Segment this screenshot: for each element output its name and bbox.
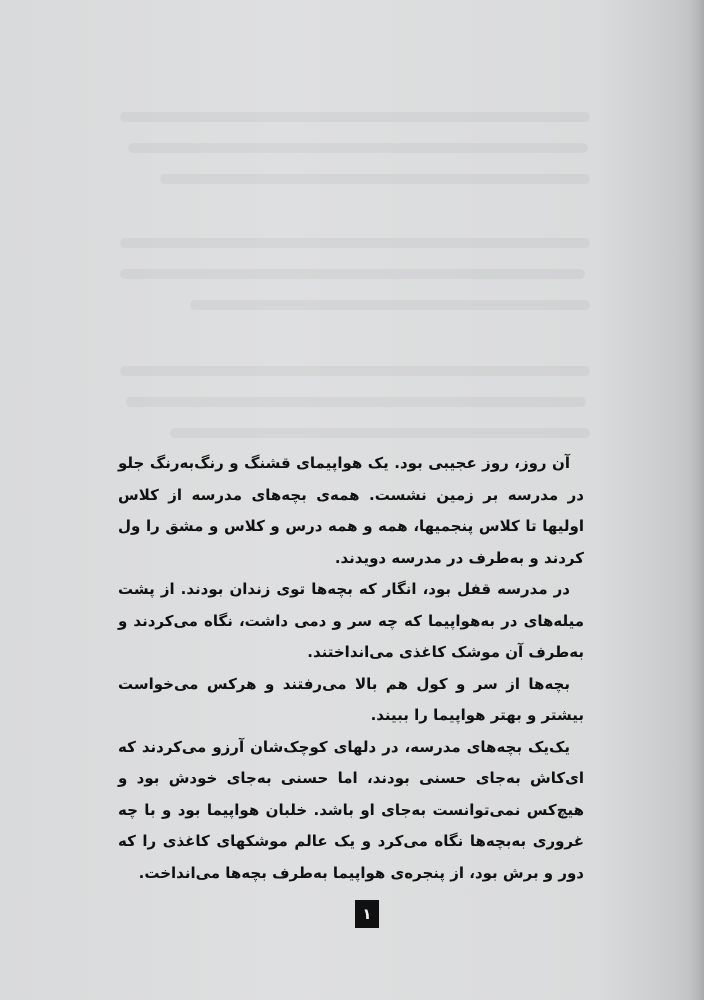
- show-through-line: [120, 366, 590, 376]
- show-through-line: [120, 112, 590, 122]
- page-number: ١: [355, 900, 379, 928]
- show-through-line: [190, 300, 590, 310]
- story-paragraph: یک‌یک بچه‌های مدرسه، در دلهای کوچک‌شان آرزو می‌کردند که ای‌کاش به‌جای حسنی بودند، اما حسنی به‌جای خودش بود و هیچ‌کس نمی‌توانست به‌جای او باشد. خلبان هواپیما بود و با چه غروری به‌بچه‌ها نگاه می‌کرد و یک عالم موشکهای کاغذی را که دور و برش بود، از پنجره‌ی هواپیما به‌طرف بچه‌ها می‌انداخت.: [118, 737, 584, 882]
- story-paragraph: بچه‌ها از سر و کول هم بالا می‌رفتند و هرکس می‌خواست بیشتر و بهتر هواپیما را ببیند.: [118, 674, 584, 724]
- show-through-line: [170, 428, 590, 438]
- story-paragraph: در مدرسه قفل بود، انگار که بچه‌ها توی زندان بودند. از پشت میله‌های در به‌هواپیما که چه سر و دمی داشت، نگاه می‌کردند و به‌طرف آن موشک کاغذی می‌انداختند.: [118, 580, 584, 661]
- show-through-line: [128, 143, 588, 153]
- show-through-line: [120, 238, 590, 248]
- show-through-line: [126, 397, 586, 407]
- story-paragraph: آن روز، روز عجیبی بود. یک هواپیمای قشنگ و رنگ‌به‌رنگ جلو در مدرسه بر زمین نشست. همه‌ی بچه‌های مدرسه از کلاس اولیها تا کلاس پنجمیها، همه و همه درس و کلاس و مشق را ول کردند و به‌طرف در مدرسه دویدند.: [118, 454, 584, 567]
- page-edge-shadow: [690, 0, 704, 1000]
- show-through-line: [120, 269, 585, 279]
- show-through-line: [160, 174, 590, 184]
- story-text: [118, 448, 584, 889]
